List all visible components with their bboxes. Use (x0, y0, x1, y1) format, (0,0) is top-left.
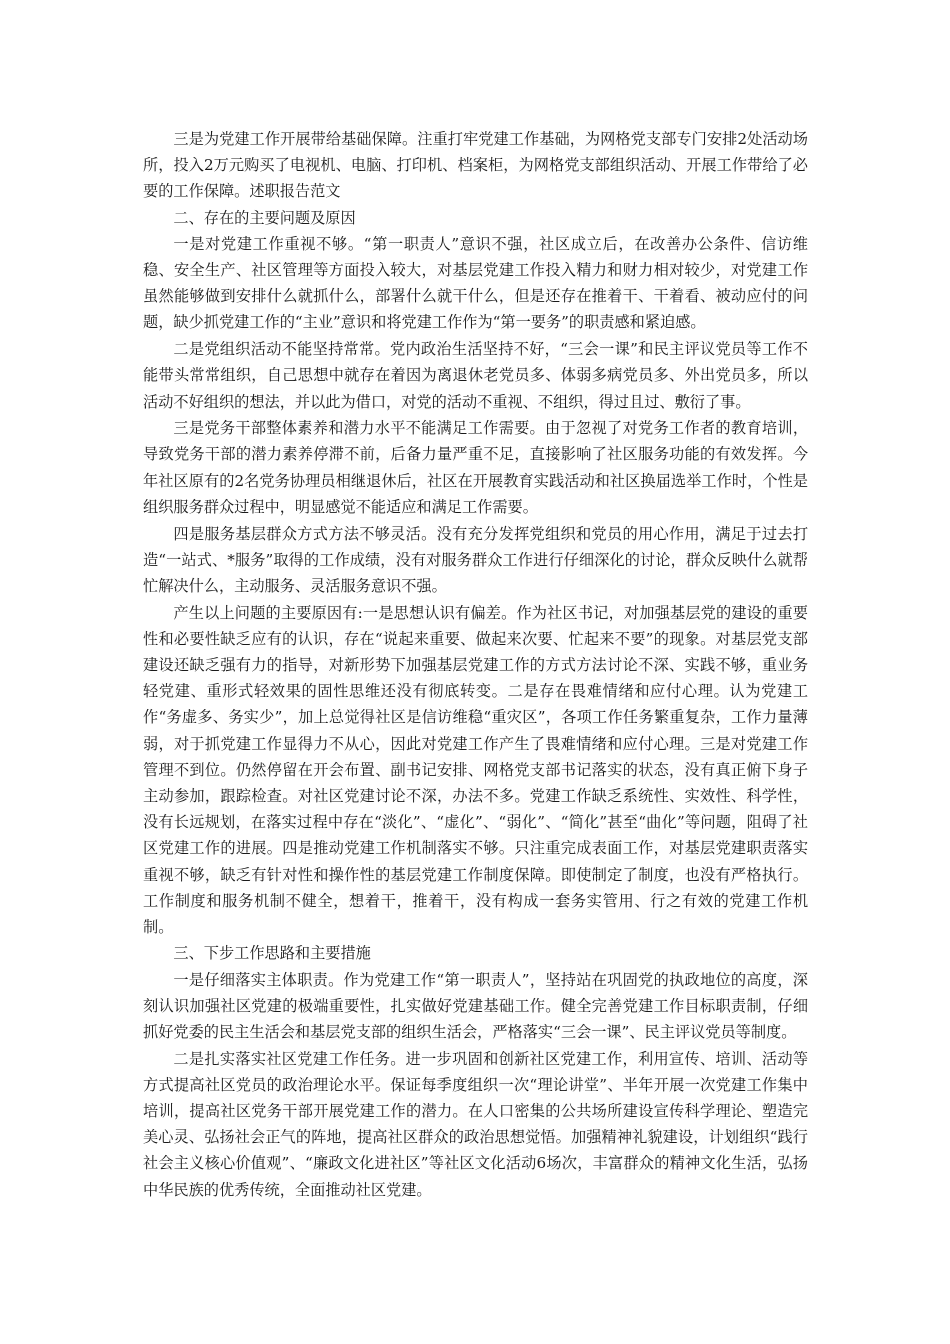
paragraph-problem-4: 四是服务基层群众方式方法不够灵活。没有充分发挥党组织和党员的用心作用，满足于过去打造“一站式、*服务”取得的工作成绩，没有对服务群众工作进行仔细深化的讨论，群众反映什么就帮忙解决什么，主动服务、灵活服务意识不强。 (143, 524, 808, 595)
section-heading-next-steps: 三、下步工作思路和主要措施 (173, 944, 371, 963)
paragraph-basic-guarantee: 三是为党建工作开展带给基础保障。注重打牢党建工作基础，为网格党支部专门安排2处活动场所，投入2万元购买了电视机、电脑、打印机、档案柜，为网格党支部组织活动、开展工作带给了必要的工作保障。述职报告范文 (143, 130, 808, 201)
paragraph-problem-2: 二是党组织活动不能坚持常常。党内政治生活坚持不好，“三会一课”和民主评议党员等工作不能带头常常组织，自己思想中就存在着因为离退休老党员多、体弱多病党员多、外出党员多，所以活动不好组织的想法，并以此为借口，对党的活动不重视、不组织，得过且过、敷衍了事。 (143, 340, 808, 411)
paragraph-measure-1: 一是仔细落实主体职责。作为党建工作“第一职责人”，坚持站在巩固党的执政地位的高度，深刻认识加强社区党建的极端重要性，扎实做好党建基础工作。健全完善党建工作目标职责制，仔细抓好党委的民主生活会和基层党支部的组织生活会，严格落实“三会一课”、民主评议党员等制度。 (143, 970, 808, 1041)
paragraph-problem-1: 一是对党建工作重视不够。“第一职责人”意识不强，社区成立后，在改善办公条件、信访维稳、安全生产、社区管理等方面投入较大，对基层党建工作投入精力和财力相对较少，对党建工作虽然能够做到安排什么就抓什么，部署什么就干什么，但是还存在推着干、干着看、被动应付的问题，缺少抓党建工作的“主业”意识和将党建工作作为“第一要务”的职责感和紧迫感。 (143, 234, 808, 332)
section-heading-problems: 二、存在的主要问题及原因 (173, 208, 356, 227)
paragraph-problem-3: 三是党务干部整体素养和潜力水平不能满足工作需要。由于忽视了对党务工作者的教育培训，导致党务干部的潜力素养停滞不前，后备力量严重不足，直接影响了社区服务功能的有效发挥。今年社区原有的2名党务协理员相继退休后，社区在开展教育实践活动和社区换届选举工作时，个性是组织服务群众过程中，明显感觉不能适应和满足工作需要。 (143, 419, 808, 516)
document-body (143, 126, 808, 1203)
paragraph-measure-2: 二是扎实落实社区党建工作任务。进一步巩固和创新社区党建工作，利用宣传、培训、活动等方式提高社区党员的政治理论水平。保证每季度组织一次“理论讲堂”、半年开展一次党建工作集中培训，提高社区党务干部开展党建工作的潜力。在人口密集的公共场所建设宣传科学理论、塑造完美心灵、弘扬社会正气的阵地，提高社区群众的政治思想觉悟。加强精神礼貌建设，计划组织“践行社会主义核心价值观”、“廉政文化进社区”等社区文化活动6场次，丰富群众的精神文化生活，弘扬中华民族的优秀传统，全面推动社区党建。 (143, 1049, 808, 1199)
paragraph-causes: 产生以上问题的主要原因有:一是思想认识有偏差。作为社区书记，对加强基层党的建设的重要性和必要性缺乏应有的认识，存在“说起来重要、做起来次要、忙起来不要”的现象。对基层党支部建设还缺乏强有力的指导，对新形势下加强基层党建工作的方式方法讨论不深、实践不够，重业务轻党建、重形式轻效果的固性思维还没有彻底转变。二是存在畏难情绪和应付心理。认为党建工作“务虚多、务实少”，加上总觉得社区是信访维稳“重灾区”，各项工作任务繁重复杂，工作力量薄弱，对于抓党建工作显得力不从心，因此对党建工作产生了畏难情绪和应付心理。三是对党建工作管理不到位。仍然停留在开会布置、副书记安排、网格党支部书记落实的状态，没有真正俯下身子主动参加，跟踪检查。对社区党建讨论不深，办法不多。党建工作缺乏系统性、实效性、科学性，没有长远规划，在落实过程中存在“淡化”、“虚化”、“弱化”、“简化”甚至“曲化”等问题，阻碍了社区党建工作的进展。四是推动党建工作机制落实不够。只注重完成表面工作，对基层党建职责落实重视不够，缺乏有针对性和操作性的基层党建工作制度保障。即使制定了制度，也没有严格执行。工作制度和服务机制不健全，想着干，推着干，没有构成一套务实管用、行之有效的党建工作机制。 (143, 603, 808, 937)
